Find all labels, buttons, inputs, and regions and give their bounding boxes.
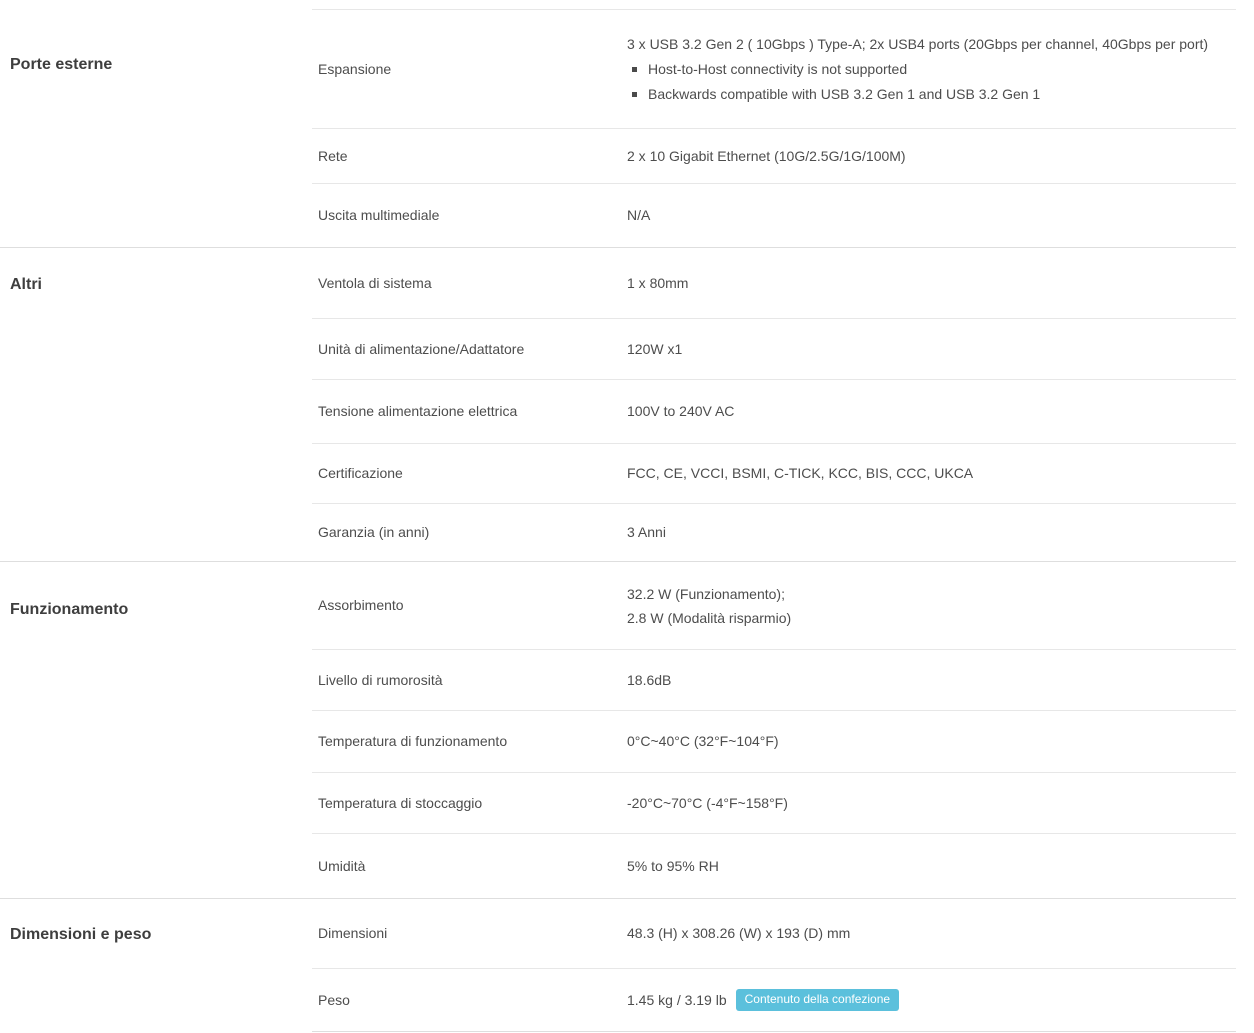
spec-label: Rete (318, 147, 348, 164)
spec-value: 5% to 95% RH (627, 857, 719, 874)
spec-value: 120W x1 (627, 340, 683, 357)
spec-label: Temperatura di stoccaggio (318, 794, 483, 811)
spec-value: N/A (627, 207, 651, 223)
spec-label: Espansione (318, 60, 392, 77)
spec-row-assorbimento (312, 562, 1236, 649)
spec-row-alimentazione (312, 318, 1236, 379)
spec-value (627, 989, 1236, 1011)
spec-label: Certificazione (318, 465, 403, 481)
spec-section-funzionamento (0, 561, 1236, 898)
spec-section-porte-esterne (0, 9, 1236, 247)
spec-label: Assorbimento (318, 597, 404, 613)
section-category-label: Altri (10, 276, 42, 293)
spec-row-tensione (312, 379, 1236, 443)
spec-row-ventola (312, 248, 1236, 318)
weight-value: 1.45 kg / 3.19 lb (627, 991, 727, 1008)
spec-label: Peso (318, 991, 350, 1008)
spec-label: Tensione alimentazione elettrica (318, 403, 518, 419)
spec-row-garanzia (312, 503, 1236, 561)
bullet-square-icon (632, 92, 637, 97)
spec-value (627, 32, 1236, 107)
spec-row-certificazione (312, 443, 1236, 503)
bullet-text: Backwards compatible with USB 3.2 Gen 1 and USB 3.2 Gen 1 (648, 85, 1041, 102)
spec-section-altri (0, 247, 1236, 561)
spec-value: 0°C~40°C (32°F~104°F) (627, 733, 779, 749)
section-rows (312, 562, 1236, 898)
spec-value: 1 x 80mm (627, 274, 689, 291)
spec-value-line: 2.8 W (Modalità risparmio) (627, 609, 792, 626)
bullet-square-icon (632, 67, 637, 72)
spec-label: Unità di alimentazione/Adattatore (318, 340, 525, 357)
spec-label: Uscita multimediale (318, 207, 440, 223)
spec-value-line: 3 x USB 3.2 Gen 2 ( 10Gbps ) Type-A; 2x USB4 ports (20Gbps per channel, 40Gbps per port) (627, 35, 1209, 52)
section-rows (312, 899, 1236, 1032)
package-contents-button[interactable]: Contenuto della confezione (736, 989, 899, 1011)
spec-label: Temperatura di funzionamento (318, 733, 508, 749)
spec-label: Umidità (318, 857, 366, 874)
spec-value-line: 32.2 W (Funzionamento); (627, 585, 785, 602)
section-category-label: Funzionamento (10, 601, 129, 618)
spec-section-dimensioni-peso (0, 898, 1236, 1032)
section-category-label: Porte esterne (10, 56, 113, 73)
spec-row-umidita (312, 833, 1236, 898)
spec-value: 48.3 (H) x 308.26 (W) x 193 (D) mm (627, 925, 851, 941)
spec-value: FCC, CE, VCCI, BSMI, C-TICK, KCC, BIS, CCC, UKCA (627, 465, 974, 481)
spec-value: 3 Anni (627, 524, 666, 540)
spec-row-uscita-multimediale (312, 183, 1236, 247)
spec-row-espansione (312, 9, 1236, 128)
section-rows (312, 9, 1236, 247)
spec-row-temperatura-stoccaggio (312, 772, 1236, 833)
spec-label: Dimensioni (318, 925, 388, 941)
spec-row-rumorosita (312, 649, 1236, 710)
bullet-text: Host-to-Host connectivity is not supported (648, 60, 908, 77)
spec-label: Livello di rumorosità (318, 671, 443, 688)
spec-label: Ventola di sistema (318, 274, 432, 291)
list-item (627, 82, 1226, 107)
section-category-label: Dimensioni e peso (10, 926, 152, 943)
spec-value: 2 x 10 Gigabit Ethernet (10G/2.5G/1G/100M) (627, 147, 906, 164)
spec-bullet-list (627, 57, 1226, 107)
section-rows (312, 248, 1236, 561)
spec-value: 18.6dB (627, 671, 672, 688)
spec-row-temperatura-funzionamento (312, 710, 1236, 772)
spec-value: 100V to 240V AC (627, 403, 735, 419)
spec-row-dimensioni (312, 899, 1236, 968)
list-item (627, 57, 1226, 82)
spec-row-rete (312, 128, 1236, 183)
spec-label: Garanzia (in anni) (318, 524, 430, 540)
spec-value: -20°C~70°C (-4°F~158°F) (627, 794, 788, 811)
spec-row-peso (312, 968, 1236, 1032)
spec-value (627, 582, 1236, 630)
